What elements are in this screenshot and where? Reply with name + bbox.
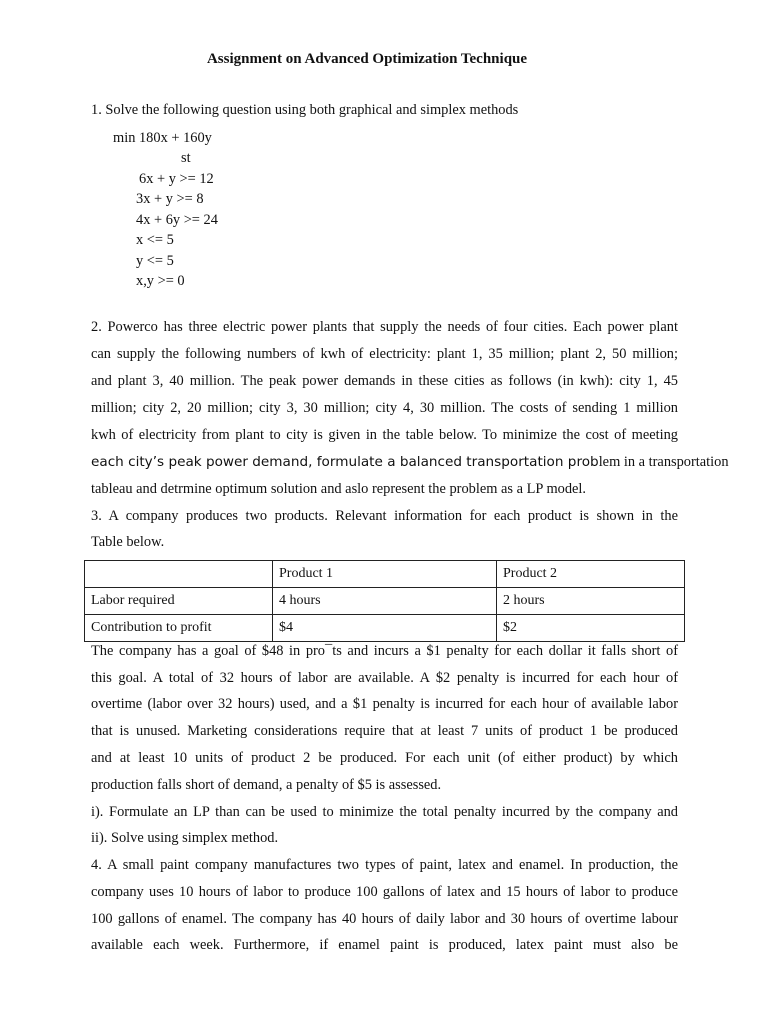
q3-body-line: The company has a goal of $48 in pro¯ts and incurs a $1 penalty for each dollar it falls short of [91,643,678,659]
table-cell: Labor required [85,588,273,615]
q1-objective: min 180x + 160y [113,130,212,146]
q3-intro: 3. A company produces two products. Relevant information for each product is shown in the [91,508,678,524]
q2-line: tableau and detrmine optimum solution and aslo represent the problem as a LP model. [91,481,587,497]
table-row [85,588,685,615]
q1-constraint: 3x + y >= 8 [136,191,204,207]
q1-st-label: st [181,150,191,166]
q3-body-line: production falls short of demand, a penalty of $5 is assessed. [91,777,442,793]
q2-line6-rest-text: lem in a transportation [598,454,729,470]
q1-constraint: 6x + y >= 12 [139,171,214,187]
q2-line: kwh of electricity from plant to city is given in the table below. To minimize the cost of meeting [91,427,678,443]
table-cell: Contribution to profit [85,615,273,642]
q1-constraint: y <= 5 [136,253,174,269]
q4-line: 4. A small paint company manufactures two types of paint, latex and enamel. In production, the [91,857,678,873]
q2-line: million; city 2, 20 million; city 3, 30 million; city 4, 30 million. The costs of sending 1 million [91,400,678,416]
q3-body-line: overtime (labor over 32 hours) used, and a $1 penalty is incurred for each hour of available labor [91,696,678,712]
q2-line [91,452,729,472]
table-cell: 4 hours [273,588,497,615]
table-cell: Product 1 [273,561,497,588]
q4-line: available each week. Furthermore, if enamel paint is produced, latex paint must also be [91,937,678,953]
table-cell: Product 2 [497,561,685,588]
q1-heading: 1. Solve the following question using both graphical and simplex methods [91,102,519,118]
product-info-table [84,560,685,642]
q3-part-ii: ii). Solve using simplex method. [91,830,279,846]
q3-part-i: i). Formulate an LP than can be used to minimize the total penalty incurred by the company and [91,804,678,820]
table-cell: $4 [273,615,497,642]
q2-line: can supply the following numbers of kwh of electricity: plant 1, 35 million; plant 2, 50 million; [91,346,678,362]
table-cell [85,561,273,588]
q1-constraint: x <= 5 [136,232,174,248]
table-header-row [85,561,685,588]
q3-body-line: this goal. A total of 32 hours of labor are available. A $2 penalty is incurred for each hour of [91,670,678,686]
q3-intro: Table below. [91,534,165,550]
q2-line: 2. Powerco has three electric power plants that supply the needs of four cities. Each power plant [91,319,678,335]
q1-constraint: 4x + 6y >= 24 [136,212,218,228]
q1-constraint: x,y >= 0 [136,273,185,289]
page-title: Assignment on Advanced Optimization Technique [206,51,528,67]
q4-line: 100 gallons of enamel. The company has 40 hours of daily labor and 30 hours of overtime labour [91,911,678,927]
q2-line: and plant 3, 40 million. The peak power demands in these cities as follows (in kwh): city 1, 45 [91,373,678,389]
table-cell: $2 [497,615,685,642]
q2-line6-sans-text: each city’s peak power demand, formulate a balanced transportation prob [91,454,599,470]
q3-body-line: that is unused. Marketing considerations require that at least 7 units of product 1 be produced [91,723,678,739]
table-cell: 2 hours [497,588,685,615]
q3-body-line: and at least 10 units of product 2 be produced. For each unit (of either product) by which [91,750,678,766]
q4-line: company uses 10 hours of labor to produce 100 gallons of latex and 15 hours of labor to produce [91,884,678,900]
